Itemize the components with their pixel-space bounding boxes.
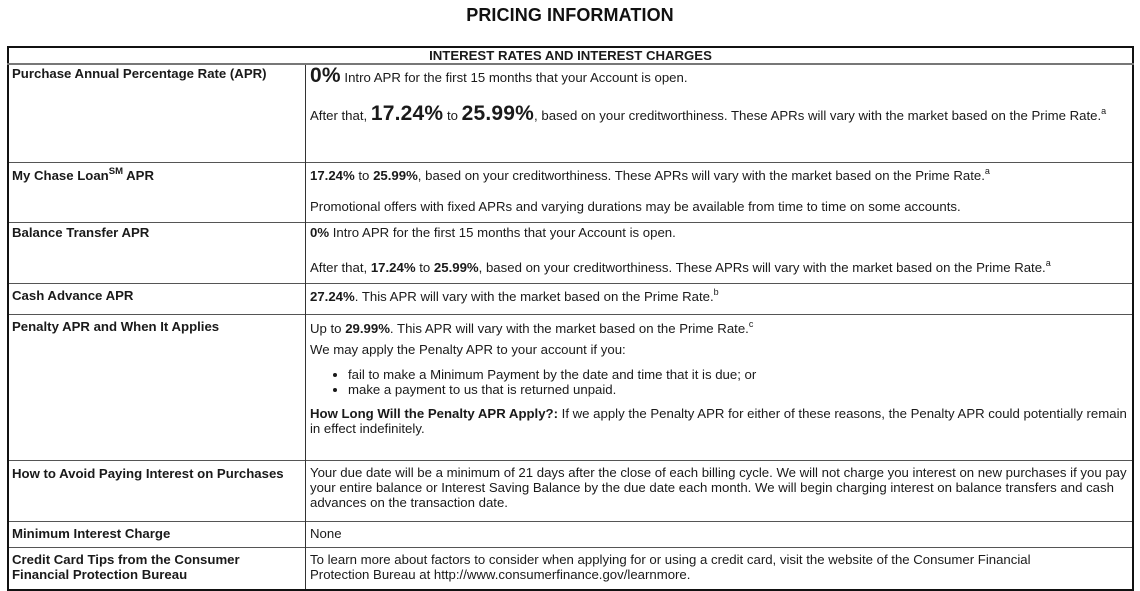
- penalty-conditions-list: [310, 367, 1129, 397]
- after-line: [310, 260, 1129, 275]
- rate-text: . This APR will vary with the market based on the Prime Rate.: [354, 289, 714, 304]
- row-value: [306, 64, 1134, 163]
- table-row-my-chase-loan-apr: [8, 163, 1133, 223]
- intro-rate: 0%: [310, 64, 341, 87]
- row-value: [306, 315, 1134, 461]
- row-label: Credit Card Tips from the Consumer Financial Protection Bureau: [8, 548, 306, 591]
- rate-prefix: Up to: [310, 321, 346, 336]
- table-row-cash-advance-apr: [8, 284, 1133, 315]
- row-value: [306, 284, 1134, 315]
- row-label: Penalty APR and When It Applies: [8, 315, 306, 461]
- rate-high: 25.99%: [461, 102, 535, 125]
- rate-text: . This APR will vary with the market based on the Prime Rate.: [389, 321, 749, 336]
- intro-rate: 0%: [310, 225, 330, 240]
- row-value: [306, 163, 1134, 223]
- to-text: to: [354, 168, 374, 183]
- label-suffix: APR: [122, 168, 155, 183]
- row-label: [8, 163, 306, 223]
- rate-line: [310, 321, 1129, 336]
- row-label: Purchase Annual Percentage Rate (APR): [8, 64, 306, 163]
- intro-line: [310, 64, 1129, 87]
- footnote-marker: a: [984, 166, 990, 176]
- footnote-marker: c: [748, 319, 754, 329]
- rate-high: 25.99%: [433, 260, 479, 275]
- intro-text: Intro APR for the first 15 months that your Account is open.: [329, 225, 676, 240]
- after-line: [310, 104, 1129, 125]
- to-text: to: [443, 108, 462, 123]
- rate-low: 17.24%: [370, 102, 444, 125]
- rate: 29.99%: [345, 321, 390, 336]
- table-row-balance-transfer-apr: [8, 223, 1133, 284]
- row-value: Your due date will be a minimum of 21 days after the close of each billing cycle. We will not charge you interest on new purchases if you pay your entire balance or Interest Saving Balance by the due date each month. We will begin charging interest on balance transfers and cash advances on the transaction date.: [306, 461, 1134, 522]
- row-label: Balance Transfer APR: [8, 223, 306, 284]
- rate-high: 25.99%: [373, 168, 418, 183]
- table-header: INTEREST RATES AND INTEREST CHARGES: [8, 47, 1133, 64]
- row-value: None: [306, 522, 1134, 548]
- page-title: PRICING INFORMATION: [466, 5, 674, 25]
- to-text: to: [415, 260, 434, 275]
- table-row-minimum-interest: [8, 522, 1133, 548]
- apply-intro: We may apply the Penalty APR to your account if you:: [310, 342, 626, 357]
- how-long-label: How Long Will the Penalty APR Apply?:: [310, 406, 558, 421]
- how-long-paragraph: [310, 406, 1129, 436]
- row-label: How to Avoid Paying Interest on Purchases: [8, 461, 306, 522]
- table-row-cfpb-tips: [8, 548, 1133, 591]
- row-value: [306, 223, 1134, 284]
- list-item: • make a payment to us that is returned unpaid.: [348, 382, 1129, 397]
- after-prefix: After that,: [310, 260, 371, 275]
- row-label: Cash Advance APR: [8, 284, 306, 315]
- row-value: To learn more about factors to consider when applying for or using a credit card, visit the website of the Consumer Financial Protection Bureau at http://www.consumerfinance.gov/learnmore.: [306, 548, 1134, 591]
- how-long-text: If we apply the Penalty APR for either of these reasons, the Penalty APR could potentially remain in effect indefinitely.: [310, 406, 1127, 436]
- rate-low: 17.24%: [310, 168, 355, 183]
- rate-low: 17.24%: [370, 260, 416, 275]
- after-prefix: After that,: [310, 108, 371, 123]
- footnote-marker: b: [713, 287, 719, 297]
- promo-line: Promotional offers with fixed APRs and varying durations may be available from time to time on some accounts.: [310, 199, 961, 214]
- footnote-marker: a: [1045, 258, 1051, 268]
- label-prefix: My Chase Loan: [12, 168, 109, 183]
- rate-text: , based on your creditworthiness. These APRs will vary with the market based on the Prime Rate.: [417, 168, 985, 183]
- list-item: • fail to make a Minimum Payment by the date and time that it is due; or: [348, 367, 1129, 382]
- after-text: , based on your creditworthiness. These APRs will vary with the market based on the Prime Rate.: [478, 260, 1046, 275]
- service-mark: SM: [108, 166, 123, 177]
- table-row-penalty-apr: [8, 315, 1133, 461]
- intro-text: Intro APR for the first 15 months that your Account is open.: [340, 70, 688, 85]
- rate-line: [310, 168, 1129, 183]
- intro-line: [310, 225, 1129, 240]
- after-text: , based on your creditworthiness. These APRs will vary with the market based on the Prime Rate.: [534, 108, 1102, 123]
- pricing-table: [7, 46, 1134, 591]
- table-header-row: [8, 47, 1133, 64]
- table-row-purchase-apr: [8, 64, 1133, 163]
- row-label: Minimum Interest Charge: [8, 522, 306, 548]
- rate: 27.24%: [310, 289, 355, 304]
- footnote-marker: a: [1101, 106, 1107, 116]
- table-row-avoid-interest: [8, 461, 1133, 522]
